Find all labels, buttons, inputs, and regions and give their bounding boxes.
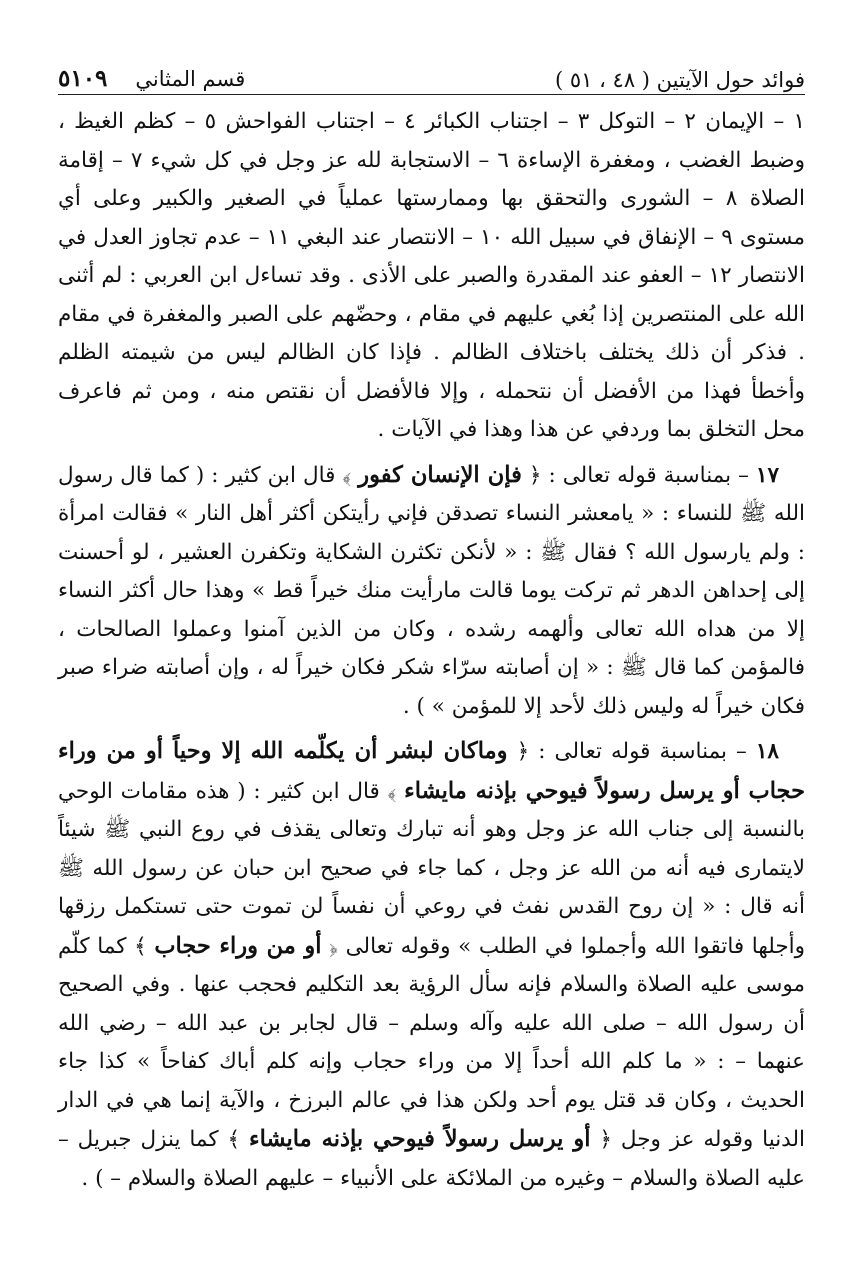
- quran-verse-text: أو من وراء حجاب: [154, 932, 322, 959]
- page-header: [58, 52, 805, 95]
- paragraph-text: ﴾ قال ابن كثير : ( هذه مقامات الوحي بالنسبة إلى جناب الله عز وجل وهو أنه تبارك وتعالى يقذف في روع النبي ﷺ شيئاً لايتمارى فيه أنه من الله عز وجل ، كما جاء في صحيح ابن حبان عن رسول الله ﷺ أنه قال : « إن روح القدس نفث في روعي أن نفساً لن تموت حتى تستكمل رزقها وأجلها فاتقوا الله وأجملوا في الطلب » وقوله تعالى ﴿: [58, 778, 806, 959]
- paragraph-text: – بمناسبة قوله تعالى : ﴿: [521, 462, 756, 488]
- book-page: [58, 52, 805, 1239]
- quran-verse-text: وماكان لبشر أن يكلّمه الله إلا وحياً أو من وراء حجاب أو يرسل رسولاً فيوحي بإذنه مايشاء: [58, 738, 805, 804]
- paragraph-text: ﴾ كما ينزل جبريل – عليه الصلاة والسلام – وغيره من الملائكة على الأنبياء – عليهم الصلاة والسلام – ) .: [58, 1127, 805, 1191]
- body-text: [58, 103, 805, 1198]
- page-number: ٥١٠٩: [58, 65, 108, 92]
- paragraph-18: [58, 732, 805, 1198]
- section-name: قسم المثاني: [135, 67, 246, 91]
- paragraph-17: [58, 456, 805, 727]
- running-title: فوائد حول الآيتين ( ٤٨ ، ٥١ ): [554, 68, 805, 92]
- paragraph-text: ١ – الإيمان ٢ – التوكل ٣ – اجتناب الكبائر ٤ – اجتناب الفواحش ٥ – كظم الغيظ ، وضبط الغضب ، ومغفرة الإساءة ٦ – الاستجابة لله عز وجل في كل شيء ٧ – إقامة الصلاة ٨ – الشورى والتحقق بها وممارستها عملياً في الصغير والكبير وعلى أي مستوى ٩ – الإنفاق في سبيل الله ١٠ – الانتصار عند البغي ١١ – عدم تجاوز العدل في الانتصار ١٢ – العفو عند المقدرة والصبر على الأذى . وقد تساءل ابن العربي : لم أثنى الله على المنتصرين إذا بُغي عليهم في مقام ، وحضّهم على الصبر والمغفرة في مقام . فذكر أن ذلك يختلف باختلاف الظالم . فإذا كان الظالم ليس من شيمته الظلم وأخطأ فهذا من الأفضل أن نتحمله ، وإلا فالأفضل أن نقتص منه ، ومن ثم فاعرف محل التخلق بما وردفي عن هذا وهذا في الآيات .: [58, 109, 806, 442]
- paragraph-text: ﴾ قال ابن كثير : ( كما قال رسول الله ﷺ للنساء : « يامعشر النساء تصدقن فإني رأيتكن أكثر أهل النار » فقالت امرأة : ولم يارسول الله ؟ فقال ﷺ : « لأنكن تكثرن الشكاية وتكفرن العشير ، لو أحسنت إلى إحداهن الدهر ثم تركت يوما قالت مارأيت منك خيراً قط » وهذا حال أكثر النساء إلا من هداه الله تعالى وألهمه رشده ، وكان من الذين آمنوا وعملوا الصالحات ، فالمؤمن كما قال ﷺ : « إن أصابته سرّاء شكر فكان خيراً له ، وإن أصابته ضراء صبر فكان خيراً له وليس ذلك لأحد إلا للمؤمن » ) .: [58, 462, 805, 719]
- header-meta: [58, 65, 245, 92]
- paragraph-text: ﴾ كما كلّم موسى عليه الصلاة والسلام فإنه سأل الرؤية بعد التكليم فحجب عنها . وفي الصحيح أن رسول الله – صلى الله عليه وآله وسلم – قال لجابر بن عبد الله – رضي الله عنهما – : « ما كلم الله أحداً إلا من وراء حجاب وإنه كلم أباك كفاحاً » كذا جاء الحديث ، وكان قد قتل يوم أحد ولكن هذا في عالم البرزخ ، والآية إنما هي في الدار الدنيا وقوله عز وجل ﴿: [58, 933, 806, 1152]
- quran-verse-text: فإن الإنسان كفور: [358, 461, 522, 488]
- quran-verse-text: أو يرسل رسولاً فيوحي بإذنه مايشاء: [249, 1126, 591, 1152]
- paragraph-list-of-qualities: [58, 103, 805, 450]
- item-number: ١٨: [755, 739, 779, 764]
- paragraph-text: – بمناسبة قوله تعالى : ﴿: [507, 739, 756, 764]
- item-number: ١٧: [755, 462, 779, 488]
